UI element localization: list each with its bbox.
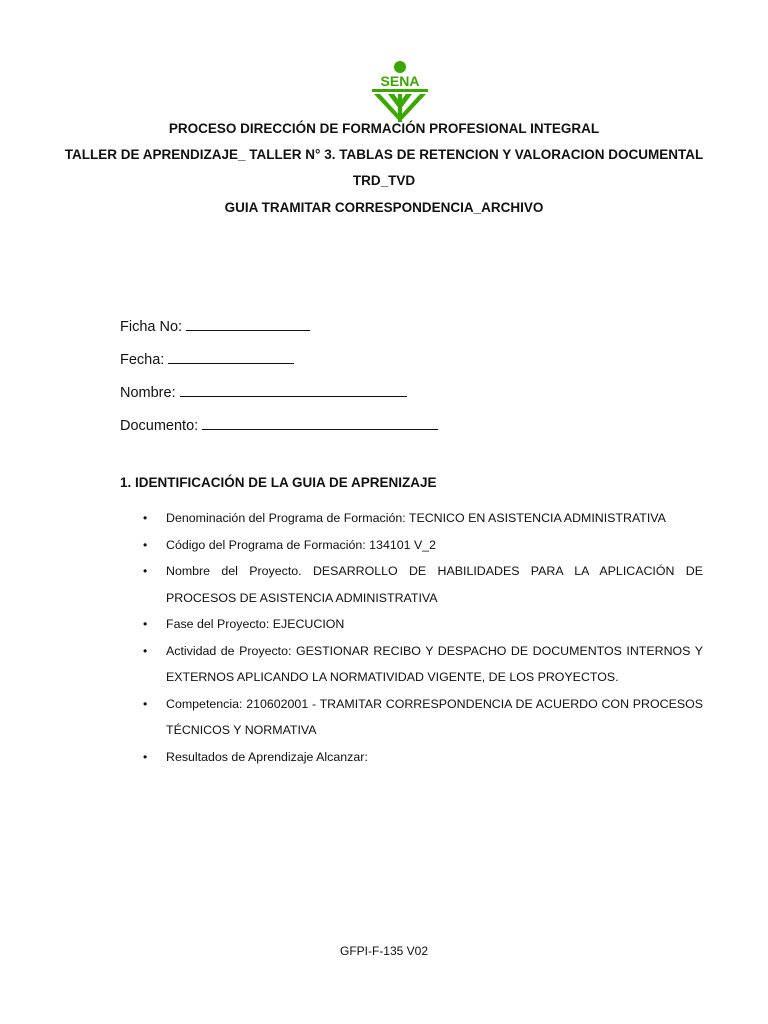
bullet-icon: • (143, 696, 148, 711)
bullet-icon: • (143, 749, 148, 764)
bullet-icon: • (143, 643, 148, 658)
nombre-field (120, 382, 407, 401)
nombre-blank-line (180, 382, 407, 397)
fecha-blank-line (168, 349, 294, 364)
header-process-title: PROCESO DIRECCIÓN DE FORMACIÓN PROFESIONAL INTEGRAL (168, 121, 600, 136)
header-code: TRD_TVD (352, 173, 416, 188)
list-item: • Nombre del Proyecto. DESARROLLO DE HABILIDADES PARA LA APLICACIÓN DE PROCESOS DE ASISTENCIA ADMINISTRATIVA (143, 558, 703, 611)
bullet-icon: • (143, 617, 148, 631)
nombre-label: Nombre: (120, 385, 176, 401)
sena-logo (368, 60, 432, 122)
bullet-icon: • (143, 511, 148, 525)
footer-form-code: GFPI-F-135 V02 (339, 944, 429, 958)
list-item: • Fase del Proyecto: EJECUCION (143, 611, 703, 638)
header-workshop-title: TALLER DE APRENDIZAJE_ TALLER N° 3. TABLAS DE RETENCION Y VALORACION DOCUMENTAL (64, 147, 704, 162)
documento-label: Documento: (120, 418, 199, 434)
fecha-field (120, 349, 294, 368)
list-item: • Actividad de Proyecto: GESTIONAR RECIBO Y DESPACHO DE DOCUMENTOS INTERNOS Y EXTERNOS APLICANDO LA NORMATIVIDAD VIGENTE, DE LOS PROYECTOS. (143, 638, 703, 691)
ficha-label: Ficha No: (120, 319, 183, 335)
list-item: • Código del Programa de Formación: 134101 V_2 (143, 532, 703, 559)
ficha-field (120, 316, 310, 335)
sena-logo-text: SENA (380, 73, 420, 89)
identification-list (143, 505, 703, 770)
fecha-label: Fecha: (120, 352, 165, 368)
bullet-icon: • (143, 564, 148, 578)
documento-blank-line (202, 415, 438, 430)
ficha-blank-line (186, 316, 310, 331)
bullet-icon: • (143, 537, 148, 552)
list-item: • Resultados de Aprendizaje Alcanzar: (143, 744, 703, 771)
header-guide-title: GUIA TRAMITAR CORRESPONDENCIA_ARCHIVO (224, 200, 544, 215)
documento-field (120, 415, 438, 434)
list-item: • Competencia: 210602001 - TRAMITAR CORRESPONDENCIA DE ACUERDO CON PROCESOS TÉCNICOS Y NORMATIVA (143, 691, 703, 744)
section-title: 1. IDENTIFICACIÓN DE LA GUIA DE APRENIZAJE (120, 475, 437, 490)
list-item: • Denominación del Programa de Formación: TECNICO EN ASISTENCIA ADMINISTRATIVA (143, 505, 703, 532)
